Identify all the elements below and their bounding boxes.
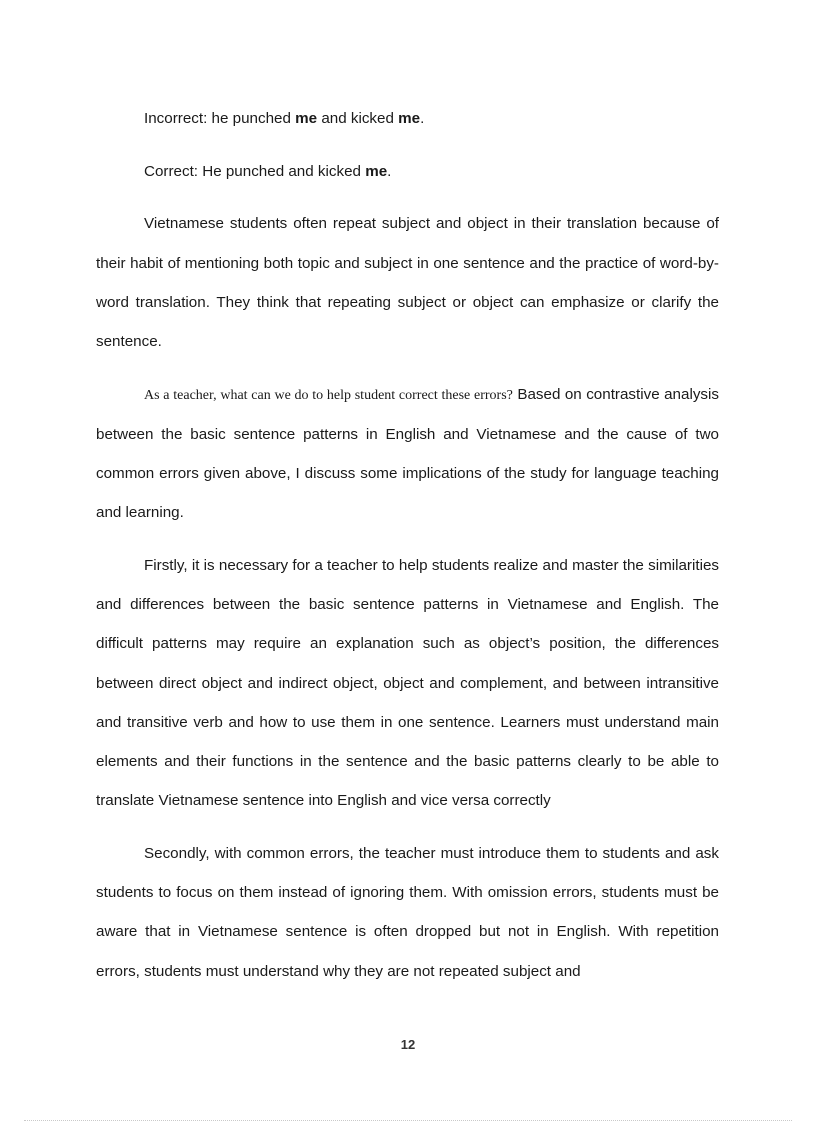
example-incorrect-prefix: Incorrect: he punched [144,110,296,127]
paragraph-implications-rest: Based on contrastive analysis between the basic sentence patterns in English and Vietnamese and the cause of two common errors given above, I discuss some implications of the study for language teaching and learning. [96,385,719,522]
example-incorrect-bold-object-1: me [295,110,318,127]
example-correct-prefix: Correct: He punched and kicked [144,162,366,180]
example-correct [96,152,719,191]
paragraph-implications-intro [96,375,719,533]
paragraph-repetition-cause: Vietnamese students often repeat subject and object in their translation because of their habit of mentioning both topic and subject in one sentence and the practice of word-by-word translation. They think that repeating subject or object can emphasize or clarify the sentence. [96,215,719,351]
example-incorrect [96,99,719,138]
example-correct-suffix: . [387,162,392,180]
paragraph-implications-question: As a teacher, what can we do to help student correct these errors? [144,387,513,403]
paragraph-secondly: Secondly, with common errors, the teacher must introduce them to students and ask students to focus on them instead of ignoring them. With omission errors, students must be aware that in Vietnamese sentence is often dropped but not in English. With repetition errors, students must understand why they are not repeated subject and [96,844,719,980]
page-number: 12 [400,1037,416,1052]
page-body [96,99,719,1004]
example-incorrect-bold-object-2: me [398,110,421,127]
page-bottom-edge [24,1120,792,1121]
paragraph-firstly: Firstly, it is necessary for a teacher to help students realize and master the similarities and differences between the basic sentence patterns in Vietnamese and English. The difficult patterns may require an explanation such as object’s position, the differences between direct object and indirect object, object and complement, and between intransitive and transitive verb and how to use them in one sentence. Learners must understand main elements and their functions in the sentence and the basic patterns clearly to be able to translate Vietnamese sentence into English and vice versa correctly [96,557,719,810]
example-incorrect-suffix: . [420,110,425,127]
example-incorrect-middle: and kicked [317,110,399,127]
example-correct-bold-object: me [365,162,388,180]
